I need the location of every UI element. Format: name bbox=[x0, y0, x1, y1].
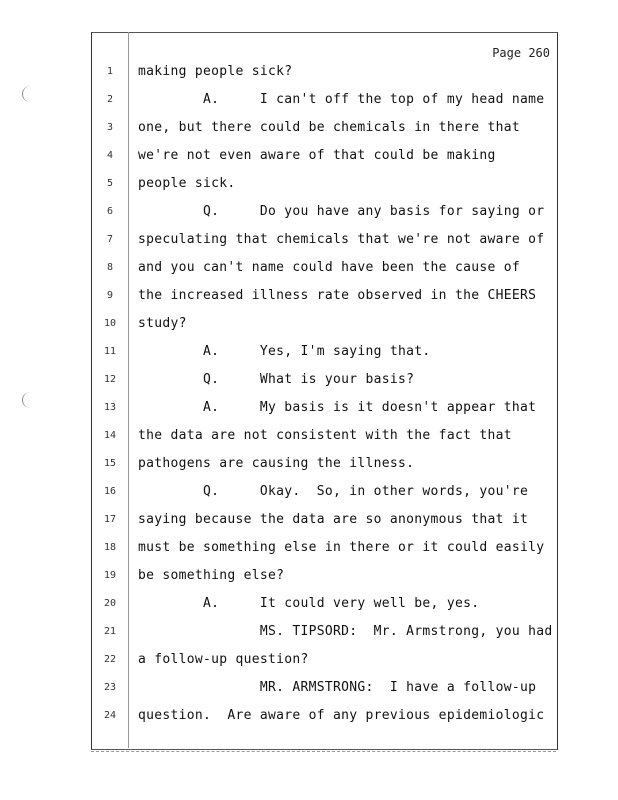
transcript-line bbox=[0, 568, 618, 588]
line-number: 11 bbox=[103, 346, 117, 357]
line-number: 7 bbox=[106, 234, 114, 245]
transcript-line bbox=[0, 680, 618, 700]
transcript-line bbox=[0, 344, 618, 364]
line-text: we're not even aware of that could be making bbox=[138, 148, 496, 163]
transcript-line bbox=[0, 316, 618, 336]
line-number: 9 bbox=[106, 290, 114, 301]
transcript-line bbox=[0, 372, 618, 392]
line-text: saying because the data are so anonymous that it bbox=[138, 512, 529, 527]
line-text: A. My basis is it doesn't appear that bbox=[138, 400, 537, 415]
transcript-line bbox=[0, 148, 618, 168]
line-text: the increased illness rate observed in the CHEERS bbox=[138, 288, 537, 303]
transcript-line bbox=[0, 204, 618, 224]
transcript-line bbox=[0, 596, 618, 616]
line-text: A. It could very well be, yes. bbox=[138, 596, 480, 611]
line-text: and you can't name could have been the cause of bbox=[138, 260, 520, 275]
transcript-line bbox=[0, 120, 618, 140]
line-text: pathogens are causing the illness. bbox=[138, 456, 415, 471]
line-number: 16 bbox=[103, 486, 117, 497]
line-text: the data are not consistent with the fact that bbox=[138, 428, 512, 443]
transcript-line bbox=[0, 708, 618, 728]
line-number: 20 bbox=[103, 598, 117, 609]
line-text: Q. Okay. So, in other words, you're bbox=[138, 484, 529, 499]
line-text: must be something else in there or it could easily bbox=[138, 540, 545, 555]
page-number: Page 260 bbox=[492, 46, 550, 60]
line-number: 13 bbox=[103, 402, 117, 413]
transcript-line bbox=[0, 400, 618, 420]
transcript-line bbox=[0, 260, 618, 280]
line-number: 12 bbox=[103, 374, 117, 385]
line-text: A. Yes, I'm saying that. bbox=[138, 344, 431, 359]
transcript-line bbox=[0, 64, 618, 84]
transcript-line bbox=[0, 92, 618, 112]
transcript-line bbox=[0, 484, 618, 504]
line-number: 21 bbox=[103, 626, 117, 637]
transcript-line bbox=[0, 652, 618, 672]
line-text: MS. TIPSORD: Mr. Armstrong, you had bbox=[138, 624, 553, 639]
transcript-line bbox=[0, 540, 618, 560]
line-number: 22 bbox=[103, 654, 117, 665]
line-text: study? bbox=[138, 316, 187, 331]
line-number: 5 bbox=[106, 178, 114, 189]
line-number: 4 bbox=[106, 150, 114, 161]
line-text: a follow-up question? bbox=[138, 652, 309, 667]
line-text: Q. Do you have any basis for saying or bbox=[138, 204, 545, 219]
line-number: 6 bbox=[106, 206, 114, 217]
line-text: one, but there could be chemicals in there that bbox=[138, 120, 520, 135]
transcript-line bbox=[0, 428, 618, 448]
line-text: making people sick? bbox=[138, 64, 293, 79]
line-text: people sick. bbox=[138, 176, 236, 191]
transcript-line bbox=[0, 232, 618, 252]
line-number: 10 bbox=[103, 318, 117, 329]
line-number: 23 bbox=[103, 682, 117, 693]
transcript-line bbox=[0, 512, 618, 532]
transcript-line bbox=[0, 288, 618, 308]
line-number: 17 bbox=[103, 514, 117, 525]
line-number: 14 bbox=[103, 430, 117, 441]
line-number: 18 bbox=[103, 542, 117, 553]
transcript-line bbox=[0, 456, 618, 476]
bottom-rule bbox=[91, 751, 556, 752]
line-number: 8 bbox=[106, 262, 114, 273]
line-text: question. Are aware of any previous epidemiologic bbox=[138, 708, 545, 723]
line-text: A. I can't off the top of my head name bbox=[138, 92, 545, 107]
line-text: be something else? bbox=[138, 568, 285, 583]
line-number: 24 bbox=[103, 710, 117, 721]
line-number: 19 bbox=[103, 570, 117, 581]
line-number: 2 bbox=[106, 94, 114, 105]
transcript-line bbox=[0, 176, 618, 196]
transcript-line bbox=[0, 624, 618, 644]
line-text: MR. ARMSTRONG: I have a follow-up bbox=[138, 680, 537, 695]
line-number: 3 bbox=[106, 122, 114, 133]
line-number: 1 bbox=[106, 66, 114, 77]
line-text: Q. What is your basis? bbox=[138, 372, 415, 387]
line-text: speculating that chemicals that we're not aware of bbox=[138, 232, 545, 247]
line-number: 15 bbox=[103, 458, 117, 469]
